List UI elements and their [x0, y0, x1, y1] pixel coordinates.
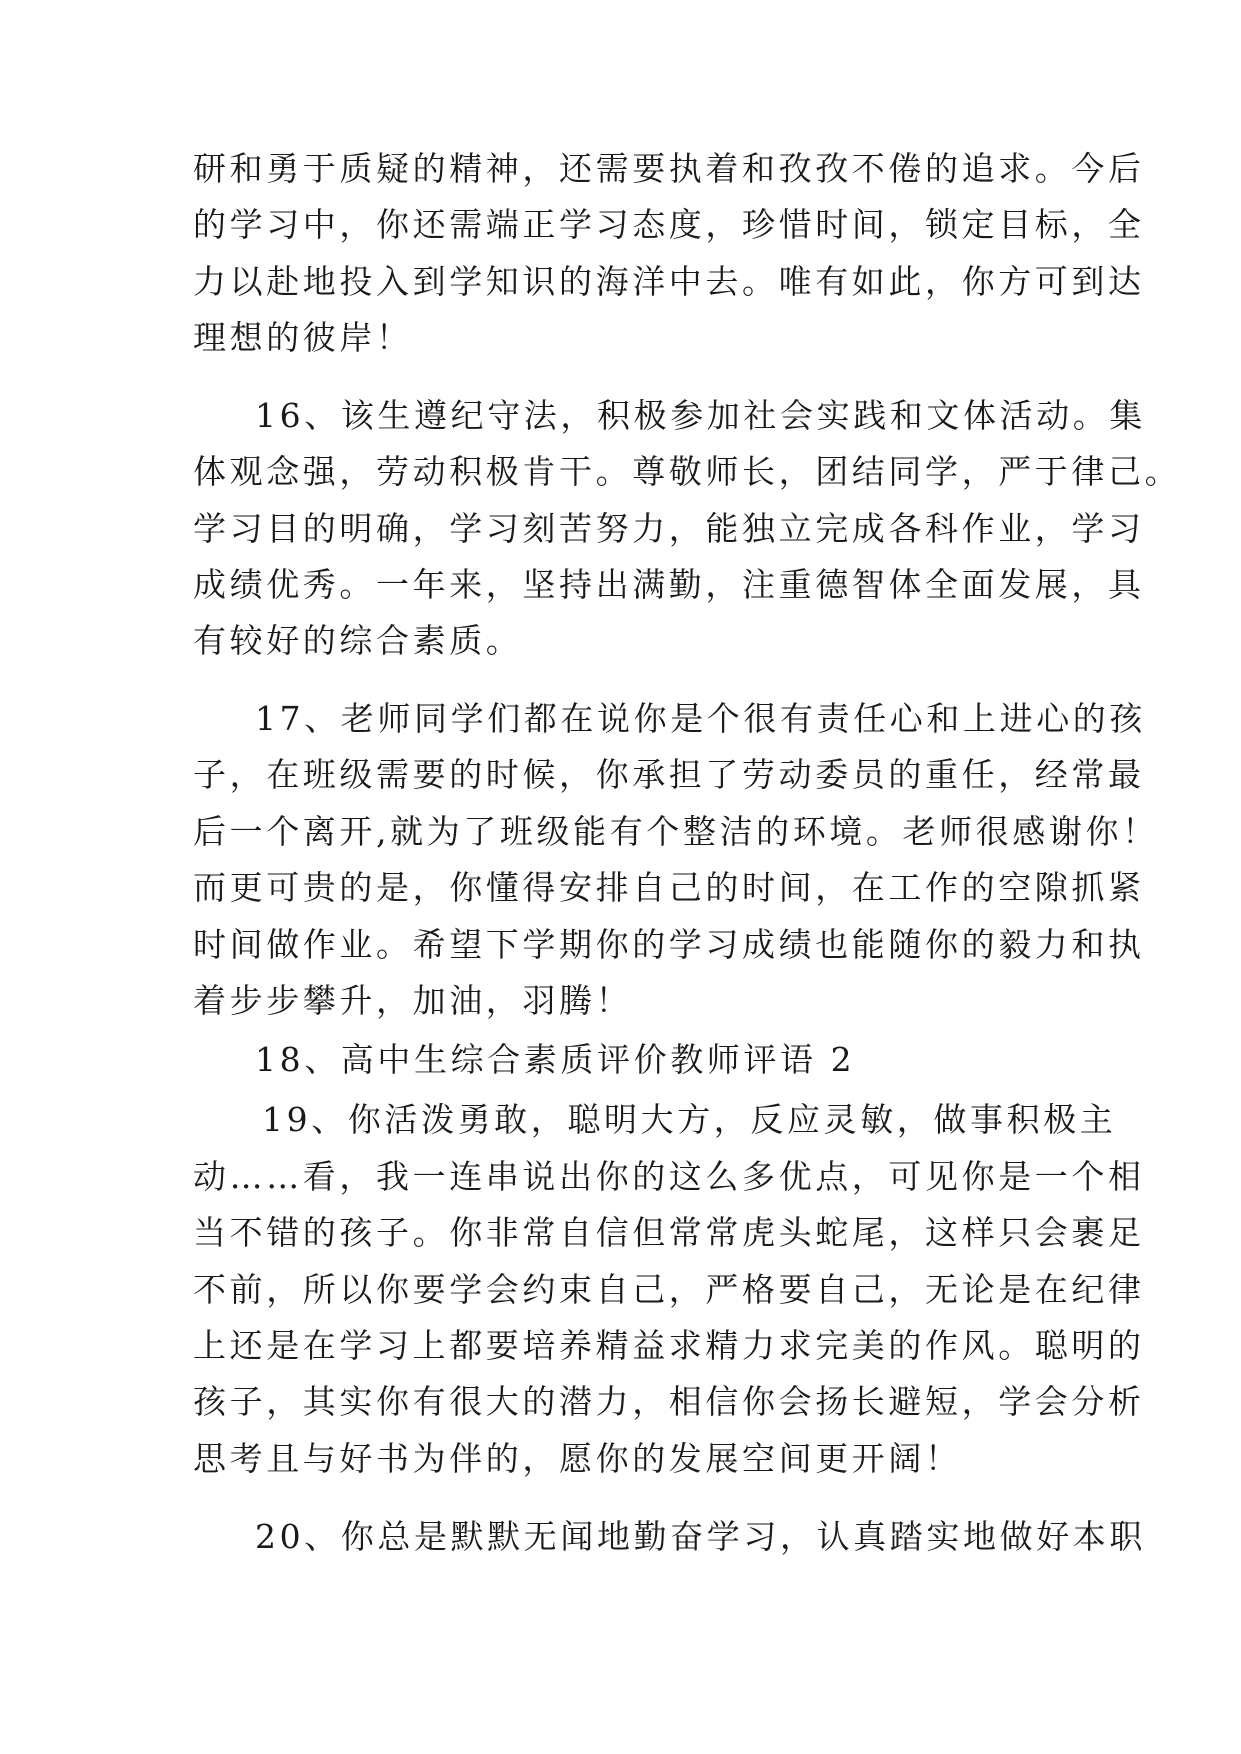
text-line: 上还是在学习上都要培养精益求精力求完美的作风。聪明的	[193, 1326, 1145, 1365]
text-line: 孩子，其实你有很大的潜力，相信你会扬长避短，学会分析	[193, 1382, 1145, 1421]
text-line: 理想的彼岸！	[193, 318, 413, 357]
text-line: 当不错的孩子。你非常自信但常常虎头蛇尾，这样只会裹足	[193, 1213, 1145, 1252]
text-line: 研和勇于质疑的精神，还需要执着和孜孜不倦的追求。今后	[193, 149, 1145, 188]
text-line: 时间做作业。希望下学期你的学习成绩也能随你的毅力和执	[193, 925, 1145, 964]
text-line: 思考且与好书为伴的，愿你的发展空间更开阔！	[193, 1439, 962, 1478]
text-line: 着步步攀升，加油，羽腾！	[193, 981, 633, 1020]
text-line: 成绩优秀。一年来，坚持出满勤，注重德智体全面发展，具	[193, 565, 1145, 604]
paragraph-19-first-line: 19、你活泼勇敢，聪明大方，反应灵敏，做事积极主	[262, 1100, 1117, 1139]
text-line: 有较好的综合素质。	[193, 621, 523, 660]
text-line: 的学习中，你还需端正学习态度，珍惜时间，锁定目标，全	[193, 205, 1145, 244]
text-line: 体观念强，劳动积极肯干。尊敬师长，团结同学，严于律己。	[193, 452, 1182, 491]
paragraph-18-heading: 18、高中生综合素质评价教师评语 2	[255, 1040, 856, 1079]
text-line: 动……看，我一连串说出你的这么多优点，可见你是一个相	[193, 1157, 1145, 1196]
paragraph-20-first-line: 20、你总是默默无闻地勤奋学习，认真踏实地做好本职	[255, 1517, 1146, 1556]
paragraph-16-first-line: 16、该生遵纪守法，积极参加社会实践和文体活动。集	[255, 396, 1146, 435]
text-line: 力以赴地投入到学知识的海洋中去。唯有如此，你方可到达	[193, 262, 1145, 301]
text-line: 而更可贵的是，你懂得安排自己的时间，在工作的空隙抓紧	[193, 868, 1145, 907]
paragraph-17-first-line: 17、老师同学们都在说你是个很有责任心和上进心的孩	[255, 699, 1146, 738]
text-line: 子，在班级需要的时候，你承担了劳动委员的重任，经常最	[193, 755, 1145, 794]
text-line: 学习目的明确，学习刻苦努力，能独立完成各科作业，学习	[193, 509, 1145, 548]
text-line: 不前，所以你要学会约束自己，严格要自己，无论是在纪律	[193, 1270, 1145, 1309]
text-line: 后一个离开,就为了班级能有个整洁的环境。老师很感谢你！	[193, 812, 1159, 851]
